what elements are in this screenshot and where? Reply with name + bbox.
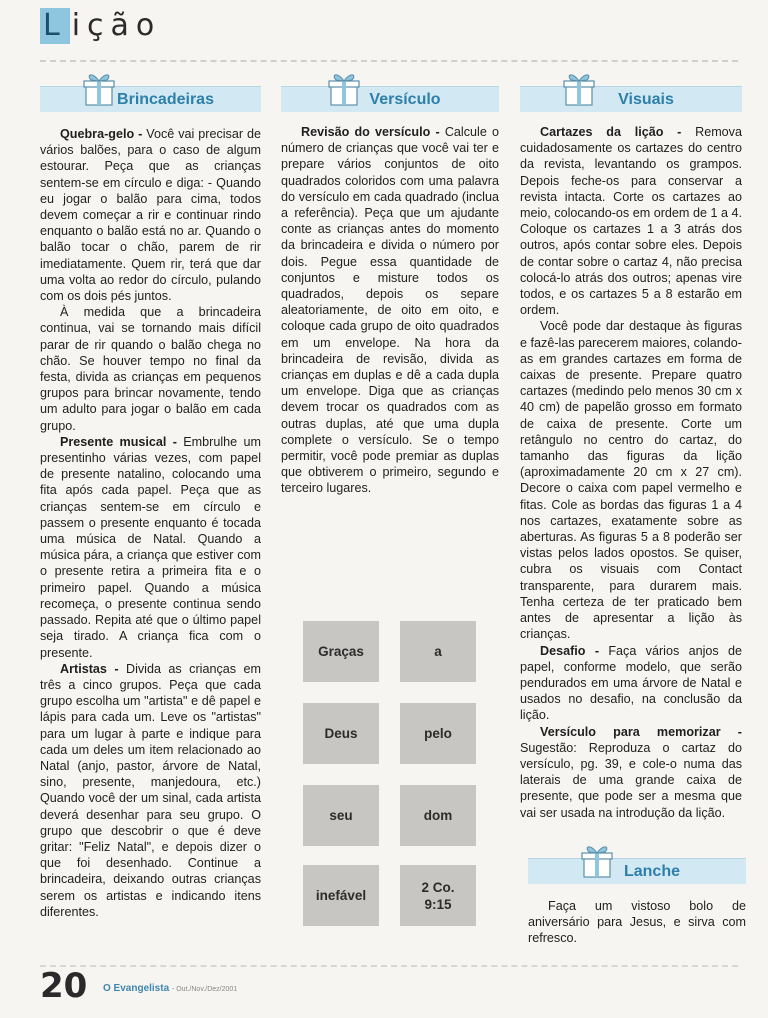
paragraph bbox=[520, 724, 742, 821]
paragraph-heading: Quebra-gelo - bbox=[60, 127, 143, 141]
page-number: 20 bbox=[40, 966, 88, 1006]
paragraph-heading: Revisão do versículo - bbox=[301, 125, 440, 139]
column-visuais bbox=[520, 86, 742, 821]
column-versiculo bbox=[281, 86, 499, 497]
paragraph bbox=[281, 124, 499, 497]
paragraph-text: Calcule o número de crianças que você vai ter e prepare vários conjuntos de oito quadrados coloridos com uma palavra do versículo em cada quadrado (inclua a referência). Peça que um ajudante conte as crianças antes do momento da brincadeira e divida o número por dois. Pegue essa quantidade de conjuntos e misture todos os quadrados, depois os separe aleatoriamente, de oito em oito, e coloque cada grupo de oito quadrados em um envelope. Na hora da brincadeira de revisão, divida as crianças em duplas e dê a cada dupla um envelope. Diga que as crianças devem trocar os quadrados com as outras duplas, até que uma dupla complete o versículo. Se o tempo permitir, você pode premiar as duplas que obtiverem o primeiro, segundo e terceiro lugares. bbox=[281, 125, 499, 496]
paragraph-text: Faça vários anjos de papel, conforme modelo, que serão pendurados em uma árvore de Natal e usados no desafio, na conclusão da lição. bbox=[520, 643, 743, 723]
verse-card: dom bbox=[400, 785, 476, 846]
section-header-lanche bbox=[528, 858, 746, 884]
paragraph-heading: Artistas - bbox=[60, 661, 119, 676]
paragraph bbox=[40, 126, 261, 304]
section-header-brincadeiras bbox=[40, 86, 261, 112]
paragraph bbox=[520, 643, 742, 724]
paragraph-heading: Versículo para memorizar - bbox=[540, 724, 742, 739]
lanche-text: Faça um vistoso bolo de aniversário para Jesus, e sirva com refresco. bbox=[528, 899, 746, 946]
top-divider bbox=[40, 60, 738, 62]
section-header-visuais bbox=[520, 86, 742, 112]
section-body bbox=[281, 124, 499, 497]
magazine-title: O Evangelista bbox=[103, 983, 170, 994]
section-title: Visuais bbox=[618, 90, 674, 108]
verse-card: inefável bbox=[303, 865, 379, 926]
section-title: Lanche bbox=[623, 862, 680, 880]
paragraph-heading: Desafio - bbox=[540, 643, 600, 658]
paragraph-text: Divida as crianças em três a cinco grupos. Peça que cada grupo escolha um "artista" e dê papel e lápis para cada um. Leve os "artistas" para um lugar à parte e indique para cada um deles um item relacionado ao Natal (anjo, pastor, árvore de Natal, sino, presente, manjedoura, etc.) Quando você der um sinal, cada artista deverá desenhar para seu grupo. O grupo que descobrir o que é deve gritar: "Feliz Natal", e depois dizer o que foi desenhado. Continue a brincadeira, deixando outras crianças serem os artistas e indicando itens diferentes. bbox=[40, 661, 261, 919]
verse-card: a bbox=[400, 621, 476, 682]
title-first-letter: L bbox=[40, 8, 70, 44]
magazine-date: - Out./Nov./Dez/2001 bbox=[171, 986, 238, 993]
section-body bbox=[528, 898, 746, 947]
page-title bbox=[40, 8, 161, 44]
paragraph bbox=[40, 434, 261, 661]
gift-icon bbox=[327, 71, 361, 107]
verse-card: 2 Co. 9:15 bbox=[400, 865, 476, 926]
paragraph-text: À medida que a brincadeira continua, vai se tornando mais difícil parar de rir quando o balão chega no chão. Se houver tempo no final da festa, divida as crianças em pequenos grupos para brincar novamente, tendo um adulto para jogar o balão em cada grupo. bbox=[40, 305, 261, 433]
section-title: Brincadeiras bbox=[117, 90, 214, 108]
section-body bbox=[40, 126, 261, 920]
verse-card: pelo bbox=[400, 703, 476, 764]
column-brincadeiras bbox=[40, 86, 261, 920]
lanche-section bbox=[528, 858, 746, 947]
verse-card: seu bbox=[303, 785, 379, 846]
paragraph bbox=[40, 304, 261, 434]
section-title: Versículo bbox=[369, 90, 441, 108]
paragraph bbox=[40, 661, 261, 920]
paragraph bbox=[520, 318, 742, 642]
section-body bbox=[520, 124, 742, 821]
magazine-name bbox=[103, 983, 237, 994]
footer-divider bbox=[40, 965, 738, 967]
verse-card: Graças bbox=[303, 621, 379, 682]
verse-card: Deus bbox=[303, 703, 379, 764]
paragraph-text: Você vai precisar de vários balões, para o caso de algum estourar. Peça que as crianças sentem-se em círculo e diga: - Quando eu jogar o balão para cima, todos devem começar a rir e continuar rindo enquanto o balão está no ar. Quando o balão tocar o chão, parem de rir imediatamente. Quem rir, terá que dar uma volta ao redor do círculo, pulando com os dois pés juntos. bbox=[40, 127, 261, 304]
title-rest: ição bbox=[71, 8, 162, 43]
gift-icon bbox=[82, 71, 116, 107]
paragraph-text: Você pode dar destaque às figuras e fazê-las parecerem maiores, colando-as em grandes cartazes em forma de caixas de presente. Prepare quatro cartazes (medindo pelo menos 30 cm x 40 cm) de papelão grosso em formato de caixa de presente. Corte um retângulo no centro do cartaz, do tamanho das figuras da lição (aproximadamente 20 cm x 27 cm). Decore o caixa com papel vermelho e fitas. Cole as bordas das figuras 1 a 4 nos cartazes, exatamente sobre as aberturas. As figuras 5 a 8 poderão ser vistas pelos lados opostos. Se quiser, cubra os visuais com Contact transparente, para durarem mais. Tenha certeza de ter praticado bem antes de apresentar a lição às crianças. bbox=[520, 319, 742, 642]
section-header-versiculo bbox=[281, 86, 499, 112]
paragraph-text: Remova cuidadosamente os cartazes do centro da revista, levantando os grampos. Depois feche-os para conservar a revista intacta. Corte os cartazes ao meio, colocando-os em ordem de 1 a 4. Coloque os cartazes 1 a 3 atrás dos outros, após contar sobre eles. Depois de contar sobre o cartaz 4, não precisa colocá-lo atrás dos outros; apenas vire todos, e os cartazes 5 a 8 estarão em ordem. bbox=[520, 125, 742, 318]
paragraph-text: Embrulhe um presentinho várias vezes, com papel de presente natalino, colocando uma fita após cada papel. Peça que as crianças sentem-se em círculo e passem o presente enquanto é tocada uma música de Natal. Quando a música pára, a criança que estiver com o presente retira a primeira fita e o primeiro papel. Quando a música recomeça, o presente continua sendo passado. Repita até que o último papel seja tirado. A criança fica com o presente. bbox=[40, 434, 261, 660]
paragraph-text: Sugestão: Reproduza o cartaz do versículo, pg. 39, e cole-o numa das laterais de uma grande caixa de presente, que pode ser a mesma que vai ser usada na introdução da lição. bbox=[520, 740, 742, 820]
gift-icon bbox=[580, 843, 614, 879]
paragraph-heading: Presente musical - bbox=[60, 434, 177, 449]
gift-icon bbox=[562, 71, 596, 107]
paragraph-heading: Cartazes da lição - bbox=[540, 125, 682, 139]
paragraph bbox=[520, 124, 742, 318]
